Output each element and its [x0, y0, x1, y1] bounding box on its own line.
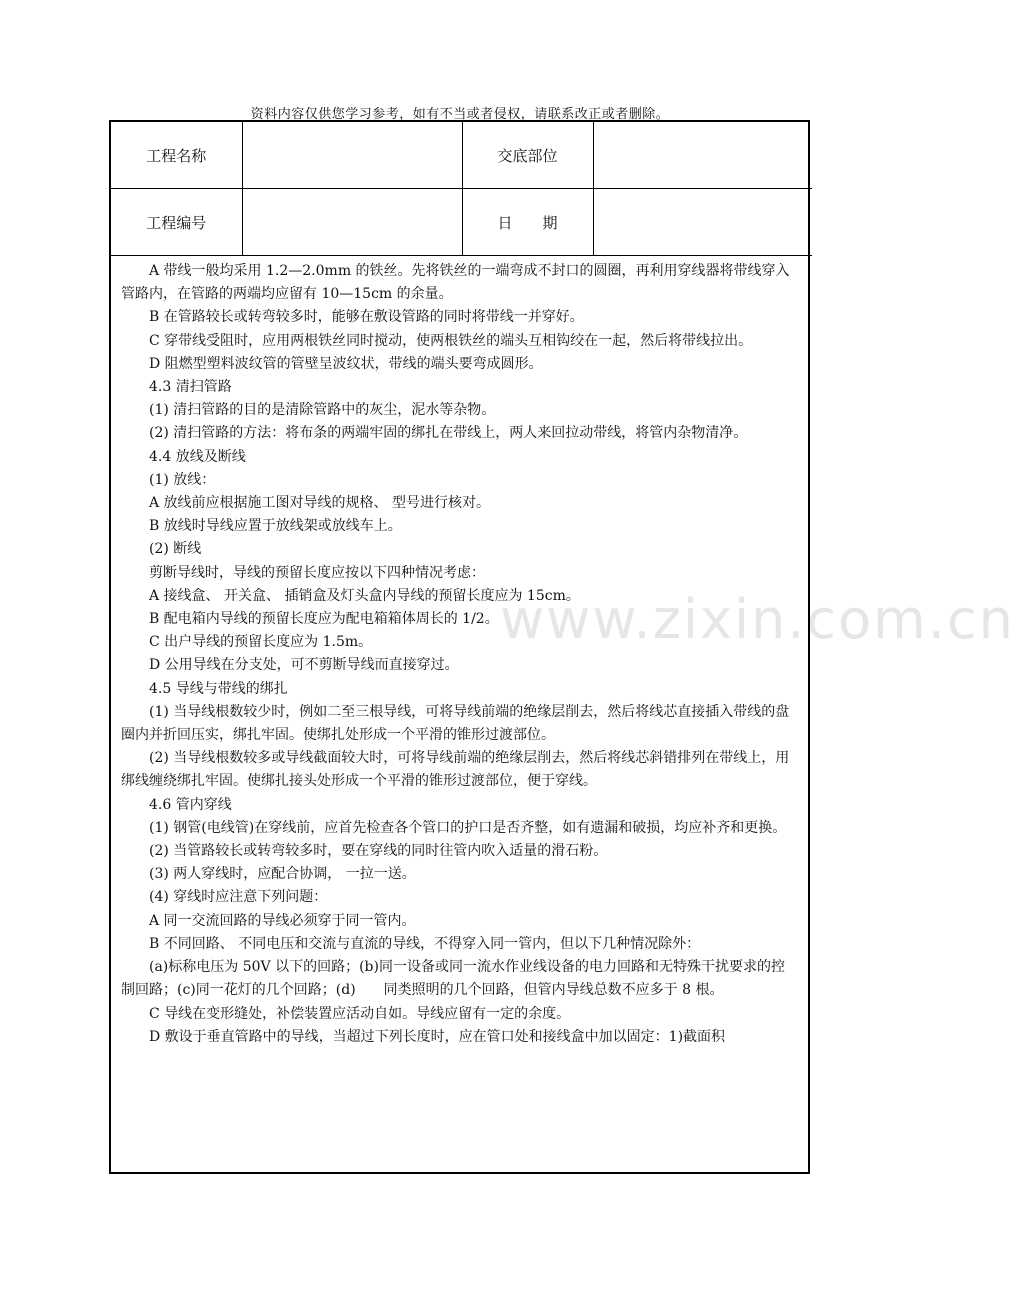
- date-label: 日 期: [462, 189, 593, 256]
- paragraph: A 同一交流回路的导线必须穿于同一管内。: [149, 912, 416, 929]
- content-body: [111, 256, 808, 1049]
- paragraph: A 放线前应根据施工图对导线的规格、 型号进行核对。: [149, 495, 491, 512]
- paragraph: A 带线一般均采用 1.2—2.0mm 的铁丝。先将铁丝的一端弯成不封口的圆圈，再利用穿线器将带线穿入管路内，在管路的两端均应留有 10—15cm 的余量。: [121, 263, 790, 303]
- project-name-value[interactable]: [242, 122, 462, 189]
- paragraph: C 出户导线的预留长度应为 1.5m。: [149, 634, 373, 651]
- handover-form: [109, 120, 810, 1174]
- paragraph: (a)标称电压为 50V 以下的回路；(b)同一设备或同一流水作业线设备的电力回路和无特殊干扰要求的控制回路；(c)同一花灯的几个回路；(d) 同类照明的几个回路，但管内导线总数不应多于 8 根。: [121, 959, 785, 999]
- paragraph: (1) 当导线根数较少时，例如二至三根导线，可将导线前端的绝缘层削去，然后将线芯直接插入带线的盘圈内并折回压实，绑扎牢固。使绑扎处形成一个平滑的锥形过渡部位。: [121, 703, 790, 744]
- header-row-2: [111, 189, 812, 256]
- paragraph: B 不同回路、 不同电压和交流与直流的导线，不得穿入同一管内，但以下几种情况除外：: [149, 935, 701, 952]
- watermark: www.zixin.com.cn: [500, 588, 1015, 651]
- project-no-value[interactable]: [242, 189, 462, 256]
- date-value[interactable]: [593, 189, 812, 256]
- section-heading: 4.5 导线与带线的绑扎: [149, 680, 288, 697]
- paragraph: (2) 清扫管路的方法：将布条的两端牢固的绑扎在带线上，两人来回拉动带线，将管内杂物清净。: [149, 425, 748, 442]
- paragraph: B 放线时导线应置于放线架或放线车上。: [149, 518, 402, 535]
- paragraph: D 公用导线在分支处，可不剪断导线而直接穿过。: [149, 657, 459, 674]
- paragraph: (1) 钢管(电线管)在穿线前，应首先检查各个管口的护口是否齐整，如有遗漏和破损，均应补齐和更换。: [149, 819, 787, 836]
- disclaimer-notice: 资料内容仅供您学习参考，如有不当或者侵权，请联系改正或者删除。: [250, 107, 670, 122]
- paragraph: B 在管路较长或转弯较多时，能够在敷设管路的同时将带线一并穿好。: [149, 309, 584, 326]
- paragraph: (1) 放线：: [149, 471, 216, 488]
- paragraph: (4) 穿线时应注意下列问题：: [149, 889, 328, 906]
- paragraph: (2) 当管路较长或转弯较多时，要在穿线的同时往管内吹入适量的滑石粉。: [149, 843, 608, 860]
- paragraph: D 阻燃型塑料波纹管的管壁呈波纹状，带线的端头要弯成圆形。: [149, 355, 543, 372]
- header-row-1: [111, 122, 812, 189]
- paragraph: 剪断导线时，导线的预留长度应按以下四种情况考虑：: [149, 564, 485, 581]
- paragraph: (2) 断线: [149, 541, 202, 558]
- section-heading: 4.6 管内穿线: [149, 796, 232, 813]
- paragraph: A 接线盒、 开关盒、 插销盒及灯头盒内导线的预留长度应为 15cm。: [149, 587, 580, 604]
- section-heading: 4.4 放线及断线: [149, 448, 246, 465]
- paragraph: D 敷设于垂直管路中的导线，当超过下列长度时，应在管口处和接线盒中加以固定：1)截面积: [149, 1028, 726, 1045]
- form-header-table: [111, 122, 812, 256]
- paragraph: (1) 清扫管路的目的是清除管路中的灰尘，泥水等杂物。: [149, 402, 496, 419]
- paragraph: (2) 当导线根数较多或导线截面较大时，可将导线前端的绝缘层削去，然后将线芯斜错排列在带线上，用绑线缠绕绑扎牢固。使绑扎接头处形成一个平滑的锥形过渡部位，便于穿线。: [121, 750, 790, 790]
- section-heading: 4.3 清扫管路: [149, 379, 232, 396]
- paragraph: (3) 两人穿线时，应配合协调， 一拉一送。: [149, 866, 416, 883]
- paragraph: C 穿带线受阻时，应用两根铁丝同时搅动，使两根铁丝的端头互相钩绞在一起，然后将带线拉出。: [149, 332, 753, 349]
- paragraph: B 配电箱内导线的预留长度应为配电箱箱体周长的 1/2。: [149, 611, 499, 628]
- handover-part-value[interactable]: [593, 122, 812, 189]
- handover-part-label: 交底部位: [462, 122, 593, 189]
- project-name-label: 工程名称: [111, 122, 242, 189]
- paragraph: C 导线在变形缝处，补偿装置应活动自如。导线应留有一定的余度。: [149, 1005, 571, 1022]
- project-no-label: 工程编号: [111, 189, 242, 256]
